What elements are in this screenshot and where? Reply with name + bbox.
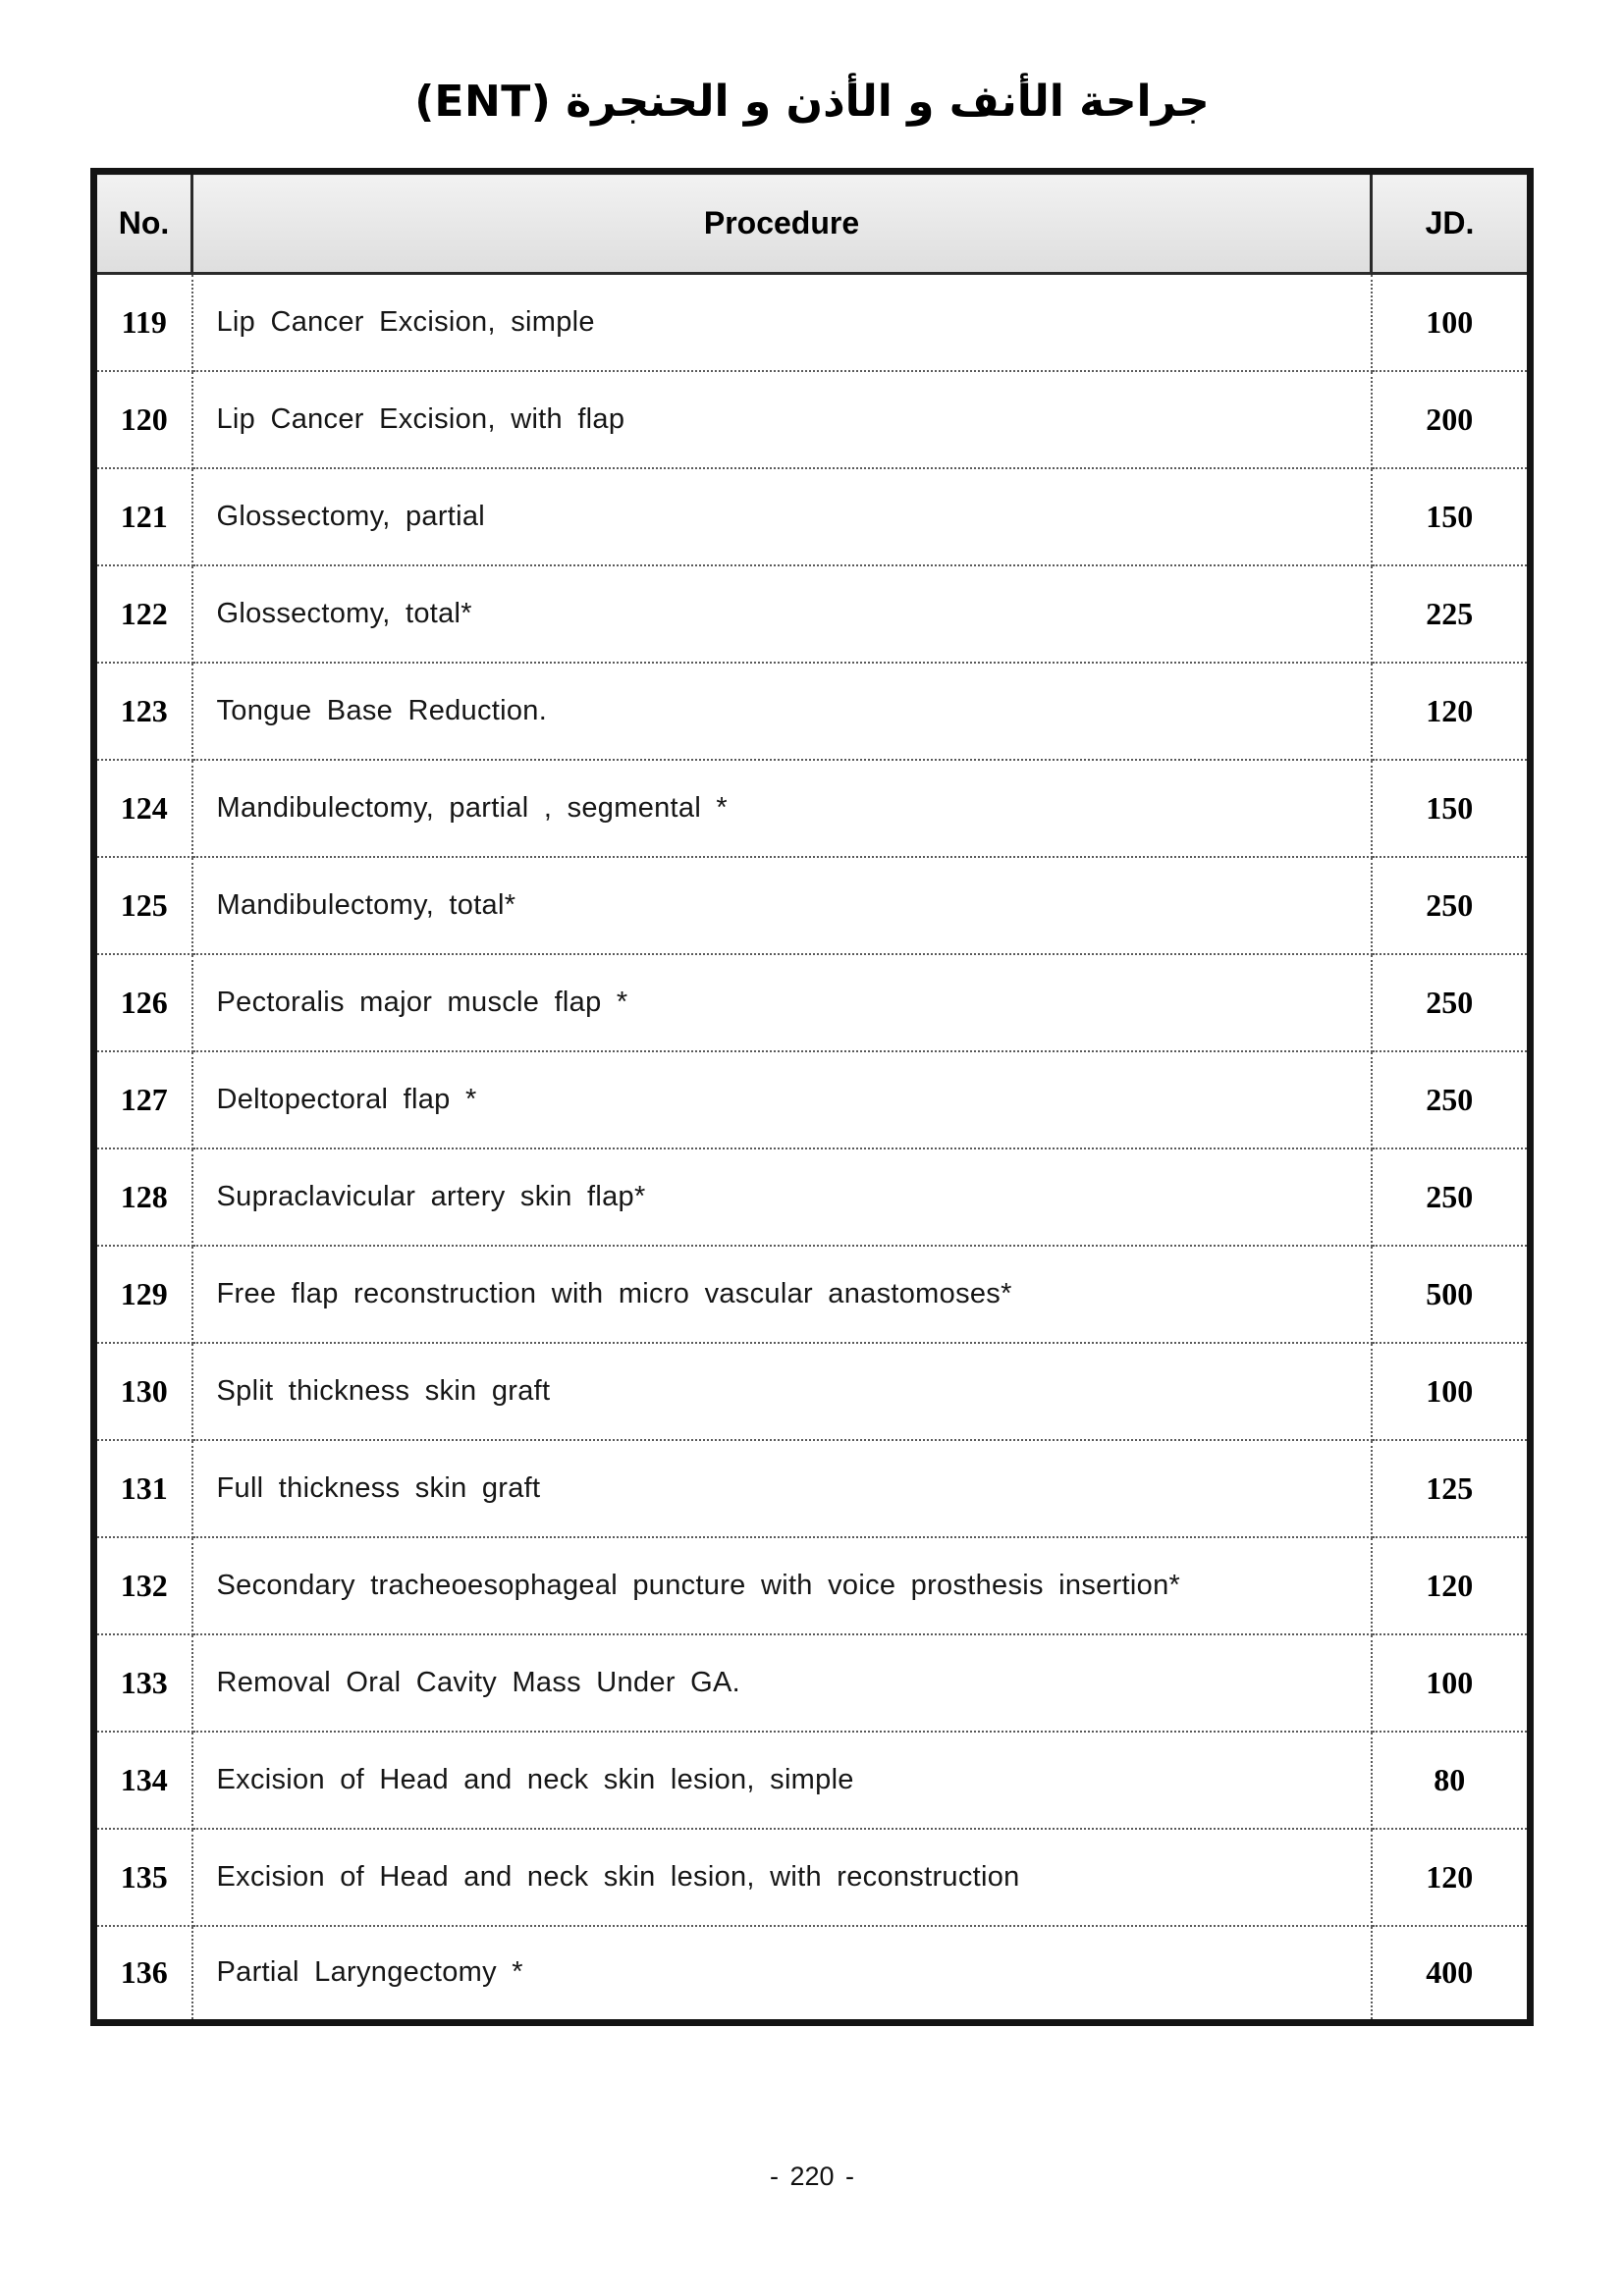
row-no: 127 bbox=[94, 1051, 192, 1148]
row-no: 125 bbox=[94, 857, 192, 954]
row-procedure: Glossectomy, partial bbox=[192, 468, 1372, 565]
table-row bbox=[94, 1246, 1531, 1343]
row-no: 119 bbox=[94, 274, 192, 371]
table-row bbox=[94, 468, 1531, 565]
row-procedure: Mandibulectomy, total* bbox=[192, 857, 1372, 954]
row-jd: 200 bbox=[1372, 371, 1531, 468]
table-row bbox=[94, 1537, 1531, 1634]
row-jd: 250 bbox=[1372, 954, 1531, 1051]
row-no: 132 bbox=[94, 1537, 192, 1634]
row-procedure: Glossectomy, total* bbox=[192, 565, 1372, 663]
table-row bbox=[94, 565, 1531, 663]
row-procedure: Full thickness skin graft bbox=[192, 1440, 1372, 1537]
row-no: 136 bbox=[94, 1926, 192, 2023]
table-row bbox=[94, 1051, 1531, 1148]
row-jd: 100 bbox=[1372, 1343, 1531, 1440]
row-no: 135 bbox=[94, 1829, 192, 1926]
row-no: 126 bbox=[94, 954, 192, 1051]
row-no: 121 bbox=[94, 468, 192, 565]
header-procedure: Procedure bbox=[192, 172, 1372, 274]
table-row bbox=[94, 663, 1531, 760]
page-number: - 220 - bbox=[769, 2162, 855, 2191]
row-jd: 100 bbox=[1372, 1634, 1531, 1732]
row-procedure: Secondary tracheoesophageal puncture with voice prosthesis insertion* bbox=[192, 1537, 1372, 1634]
row-procedure: Deltopectoral flap * bbox=[192, 1051, 1372, 1148]
row-no: 130 bbox=[94, 1343, 192, 1440]
row-jd: 120 bbox=[1372, 663, 1531, 760]
row-jd: 125 bbox=[1372, 1440, 1531, 1537]
row-no: 129 bbox=[94, 1246, 192, 1343]
row-jd: 120 bbox=[1372, 1829, 1531, 1926]
table-row bbox=[94, 857, 1531, 954]
row-jd: 225 bbox=[1372, 565, 1531, 663]
row-no: 120 bbox=[94, 371, 192, 468]
row-no: 133 bbox=[94, 1634, 192, 1732]
row-jd: 250 bbox=[1372, 857, 1531, 954]
row-jd: 120 bbox=[1372, 1537, 1531, 1634]
row-procedure: Lip Cancer Excision, simple bbox=[192, 274, 1372, 371]
row-procedure: Lip Cancer Excision, with flap bbox=[192, 371, 1372, 468]
table-row bbox=[94, 1343, 1531, 1440]
row-jd: 400 bbox=[1372, 1926, 1531, 2023]
header-jd: JD. bbox=[1372, 172, 1531, 274]
table-row bbox=[94, 1634, 1531, 1732]
row-no: 128 bbox=[94, 1148, 192, 1246]
table-row bbox=[94, 1440, 1531, 1537]
row-procedure: Partial Laryngectomy * bbox=[192, 1926, 1372, 2023]
row-procedure: Split thickness skin graft bbox=[192, 1343, 1372, 1440]
procedure-table bbox=[90, 168, 1534, 2026]
row-procedure: Mandibulectomy, partial , segmental * bbox=[192, 760, 1372, 857]
table-row bbox=[94, 1148, 1531, 1246]
row-procedure: Removal Oral Cavity Mass Under GA. bbox=[192, 1634, 1372, 1732]
row-procedure: Supraclavicular artery skin flap* bbox=[192, 1148, 1372, 1246]
table-header-row bbox=[94, 172, 1531, 274]
table-row bbox=[94, 954, 1531, 1051]
row-no: 123 bbox=[94, 663, 192, 760]
row-jd: 150 bbox=[1372, 760, 1531, 857]
row-jd: 100 bbox=[1372, 274, 1531, 371]
row-procedure: Excision of Head and neck skin lesion, simple bbox=[192, 1732, 1372, 1829]
procedure-table-body bbox=[94, 274, 1531, 2023]
row-no: 122 bbox=[94, 565, 192, 663]
row-jd: 250 bbox=[1372, 1148, 1531, 1246]
row-procedure: Pectoralis major muscle flap * bbox=[192, 954, 1372, 1051]
table-row bbox=[94, 1926, 1531, 2023]
table-row bbox=[94, 371, 1531, 468]
row-procedure: Free flap reconstruction with micro vascular anastomoses* bbox=[192, 1246, 1372, 1343]
table-row bbox=[94, 1829, 1531, 1926]
row-jd: 150 bbox=[1372, 468, 1531, 565]
table-row bbox=[94, 760, 1531, 857]
header-no: No. bbox=[94, 172, 192, 274]
page-title: جراحة الأنف و الأذن و الحنجرة (ENT) bbox=[414, 77, 1210, 127]
table-row bbox=[94, 274, 1531, 371]
row-jd: 80 bbox=[1372, 1732, 1531, 1829]
row-no: 124 bbox=[94, 760, 192, 857]
row-jd: 500 bbox=[1372, 1246, 1531, 1343]
table-row bbox=[94, 1732, 1531, 1829]
row-procedure: Tongue Base Reduction. bbox=[192, 663, 1372, 760]
row-no: 131 bbox=[94, 1440, 192, 1537]
row-no: 134 bbox=[94, 1732, 192, 1829]
row-procedure: Excision of Head and neck skin lesion, with reconstruction bbox=[192, 1829, 1372, 1926]
row-jd: 250 bbox=[1372, 1051, 1531, 1148]
